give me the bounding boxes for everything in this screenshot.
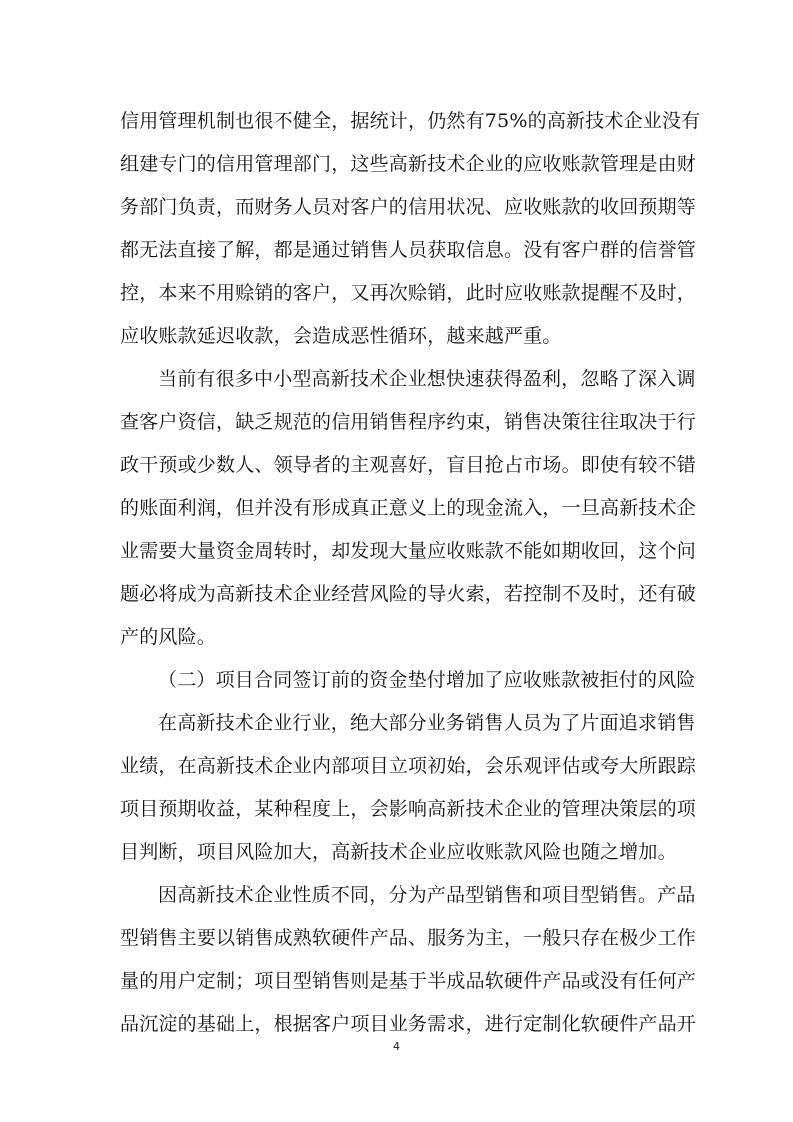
text-line: 品沉淀的基础上，根据客户项目业务需求，进行定制化软硬件产品开 [120,1013,697,1035]
text-line: 的账面利润，但并没有形成真正意义上的现金流入，一旦高新技术企 [120,497,697,519]
text-line: 都无法直接了解，都是通过销售人员获取信息。没有客户群的信誉管 [120,239,697,261]
text-line: 项目预期收益，某种程度上，会影响高新技术企业的管理决策层的项 [120,798,697,820]
text-line: 查客户资信，缺乏规范的信用销售程序约束，销售决策往往取决于行 [120,411,697,433]
paragraph-small-enterprises [120,358,697,659]
text-line: 业需要大量资金周转时，却发现大量应收账款不能如期收回，这个问 [120,540,697,562]
text-line: 因高新技术企业性质不同，分为产品型销售和项目型销售。产品 [158,884,696,906]
text-line: 控，本来不用赊销的客户，又再次赊销，此时应收账款提醒不及时， [120,282,697,304]
paragraph-credit-management [120,100,701,358]
text-line: 组建专门的信用管理部门，这些高新技术企业的应收账款管理是由财 [120,153,697,175]
text-line: 产的风险。 [120,626,217,648]
text-line: 目判断，项目风险加大，高新技术企业应收账款风险也随之增加。 [120,841,677,863]
text-line: 务部门负责，而财务人员对客户的信用状况、应收账款的收回预期等 [120,196,697,218]
page-number: 4 [393,1040,400,1053]
text-line: 当前有很多中小型高新技术企业想快速获得盈利，忽略了深入调 [158,368,696,390]
text-line: 应收账款延迟收款，会造成恶性循环，越来越严重。 [120,325,562,347]
text-line: 型销售主要以销售成熟软硬件产品、服务为主，一般只存在极少工作 [120,927,697,949]
body-text [120,100,701,1046]
text-line: 政干预或少数人、领导者的主观喜好，盲目抢占市场。即使有较不错 [120,454,697,476]
text-line: 在高新技术企业行业，绝大部分业务销售人员为了片面追求销售 [158,712,696,734]
section-heading: （二）项目合同签订前的资金垫付增加了应收账款被拒付的风险 [158,669,696,691]
text-line: 题必将成为高新技术企业经营风险的导火索，若控制不及时，还有破 [120,583,697,605]
paragraph-sales-types [120,874,697,1046]
text-line: 信用管理机制也很不健全，据统计，仍然有75%的高新技术企业没有 [120,110,701,132]
paragraph-sales-staff [120,702,697,874]
text-line: 业绩，在高新技术企业内部项目立项初始，会乐观评估或夸大所跟踪 [120,755,697,777]
text-line: 量的用户定制；项目型销售则是基于半成品软硬件产品或没有任何产 [120,970,697,992]
